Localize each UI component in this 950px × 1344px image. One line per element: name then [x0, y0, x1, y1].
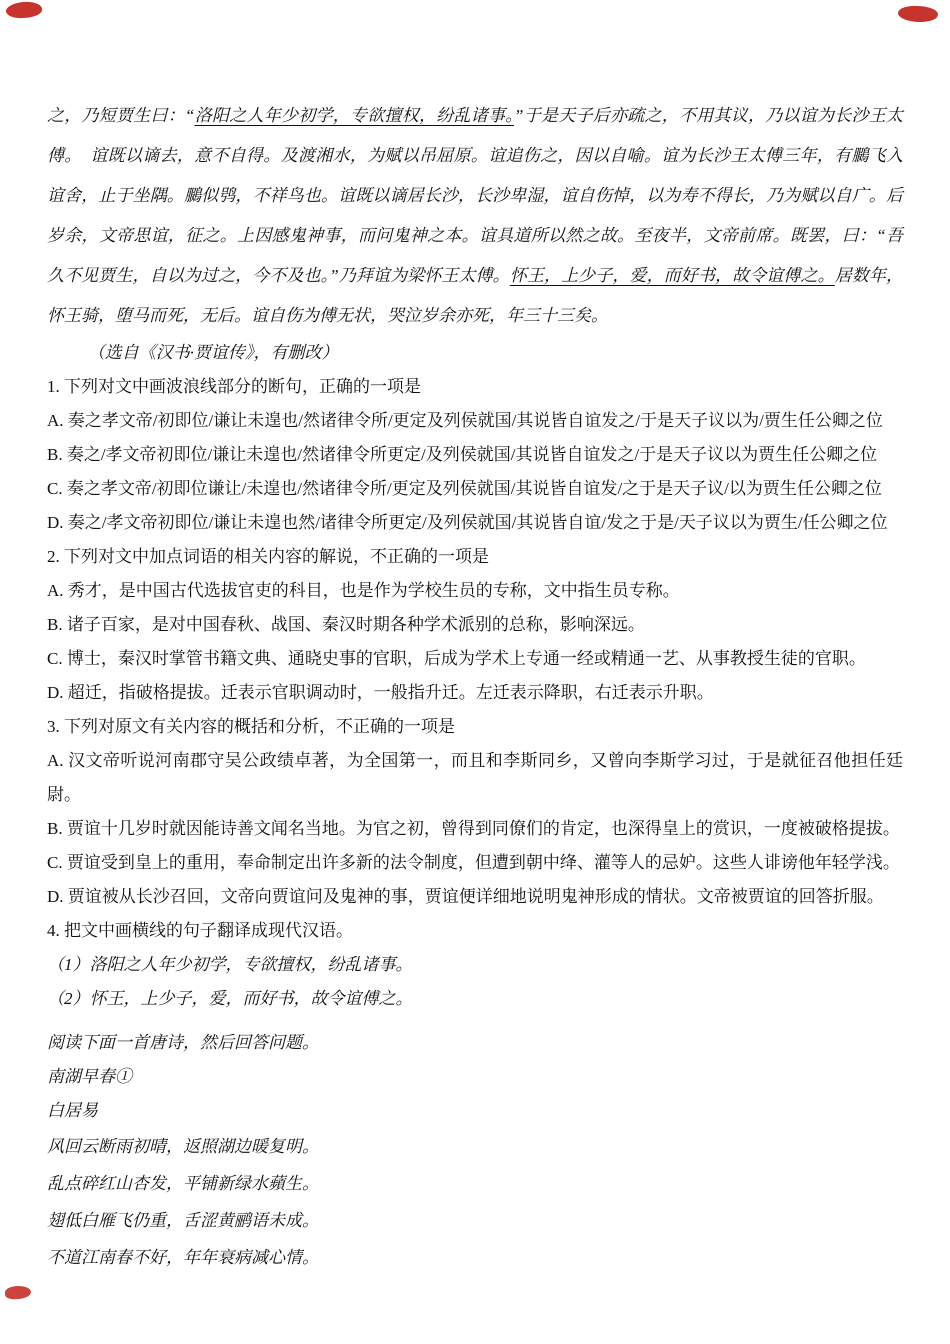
question-1-stem: 1. 下列对文中画波浪线部分的断句，正确的一项是 [47, 377, 421, 396]
poem-line-3: 翅低白雁飞仍重，舌涩黄鹂语未成。 [47, 1211, 319, 1230]
red-seal-mark-top-right [897, 4, 938, 23]
classical-text-paragraph [47, 96, 903, 336]
question-2-option-b: B. 诸子百家，是对中国春秋、战国、秦汉时期各种学术派别的总称，影响深远。 [47, 615, 645, 634]
question-3-option-c: C. 贾谊受到皇上的重用，奉命制定出许多新的法令制度，但遭到朝中绛、灌等人的忌妒。这些人诽谤他年轻学浅。 [47, 853, 900, 872]
poem-line-4: 不道江南春不好，年年衰病减心情。 [47, 1248, 319, 1267]
poem-title: 南湖早春① [47, 1067, 132, 1086]
question-1 [47, 370, 903, 540]
question-1-option-b: B. 奏之/孝文帝初即位/谦让未遑也/然诸律令所更定/及列侯就国/其说皆自谊发之/于是天子议以为贾生任公卿之位 [47, 445, 878, 464]
underlined-sentence-1: 洛阳之人年少初学，专欲擅权，纷乱诸事。 [194, 106, 514, 125]
question-3-stem: 3. 下列对原文有关内容的概括和分析，不正确的一项是 [47, 717, 455, 736]
text-segment: ”于是天子后亦疏之，不用其议，乃以谊为长沙王太傅。 谊既以谪去，意不自得。及渡湘水，为赋以吊屈原。谊追伤之，因以自喻。谊为长沙王太傅三年，有鵩飞入谊舍，止于坐隅。鵩似鸮，不祥鸟也。谊既以谪居长沙，长沙卑湿，谊自伤悼，以为寿不得长，乃为赋以自广。后岁余，文帝思谊，征之。上因感鬼神事，而问鬼神之本。谊具道所以然之故。至夜半，文帝前席。既罢，曰：“吾久不见贾生，自以为过之，今不及也。”乃拜谊为梁怀王太傅。 [47, 106, 903, 285]
poem-instruction: 阅读下面一首唐诗，然后回答问题。 [47, 1033, 319, 1052]
question-2-option-c: C. 博士，秦汉时掌管书籍文典、通晓史事的官职，后成为学术上专通一经或精通一艺、从事教授生徒的官职。 [47, 649, 866, 668]
question-1-option-c: C. 奏之孝文帝/初即位谦让/未遑也/然诸律令所/更定及列侯就国/其说皆自谊发/之于是天子议/以为贾生任公卿之位 [47, 479, 882, 498]
translation-sentence-2: （2）怀王，上少子，爱，而好书，故令谊傅之。 [47, 989, 413, 1008]
underlined-sentence-2: 怀王，上少子，爱，而好书，故令谊傅之。 [509, 266, 835, 285]
question-2 [47, 540, 903, 710]
text-segment: 居数年，怀王骑，堕马而死，无后。谊自伤为傅无状，哭泣岁余亦死，年三十三矣。 [47, 266, 904, 325]
red-seal-mark-bottom-left [5, 1285, 32, 1300]
question-3-option-a: A. 汉文帝听说河南郡守吴公政绩卓著，为全国第一，而且和李斯同乡，又曾向李斯学习过，于是就征召他担任廷尉。 [47, 751, 903, 804]
question-2-option-d: D. 超迁，指破格提拔。迁表示官职调动时，一般指升迁。左迁表示降职，右迁表示升职。 [47, 683, 714, 702]
question-1-option-a: A. 奏之孝文帝/初即位/谦让未遑也/然诸律令所/更定及列侯就国/其说皆自谊发之/于是天子议以为/贾生任公卿之位 [47, 411, 883, 430]
question-2-stem: 2. 下列对文中加点词语的相关内容的解说，不正确的一项是 [47, 547, 489, 566]
translation-sentence-1: （1）洛阳之人年少初学，专欲擅权，纷乱诸事。 [47, 955, 413, 974]
question-4 [47, 914, 903, 1016]
question-1-option-d: D. 奏之/孝文帝初即位/谦让未遑也然/诸律令所更定/及列侯就国/其说皆自谊/发之于是/天子议以为贾生/任公卿之位 [47, 513, 888, 532]
poem-author: 白居易 [47, 1101, 98, 1120]
question-3-option-d: D. 贾谊被从长沙召回，文帝向贾谊问及鬼神的事，贾谊便详细地说明鬼神形成的情状。文帝被贾谊的回答折服。 [47, 887, 884, 906]
question-2-option-a: A. 秀才，是中国古代选拔官吏的科目，也是作为学校生员的专称，文中指生员专称。 [47, 581, 680, 600]
document-content [47, 96, 903, 1276]
poem-line-2: 乱点碎红山杏发，平铺新绿水蘋生。 [47, 1174, 319, 1193]
text-segment: 之，乃短贾生曰：“ [47, 106, 195, 125]
question-3 [47, 710, 903, 914]
source-attribution: （选自《汉书·贾谊传》，有删改） [87, 343, 339, 362]
poem-section [47, 1026, 903, 1276]
poem-line-1: 风回云断雨初晴，返照湖边暖复明。 [47, 1137, 319, 1156]
question-4-stem: 4. 把文中画横线的句子翻译成现代汉语。 [47, 921, 353, 940]
question-3-option-b: B. 贾谊十几岁时就因能诗善文闻名当地。为官之初，曾得到同僚们的肯定，也深得皇上的赏识，一度被破格提拔。 [47, 819, 900, 838]
red-seal-mark-top-left [5, 0, 42, 20]
